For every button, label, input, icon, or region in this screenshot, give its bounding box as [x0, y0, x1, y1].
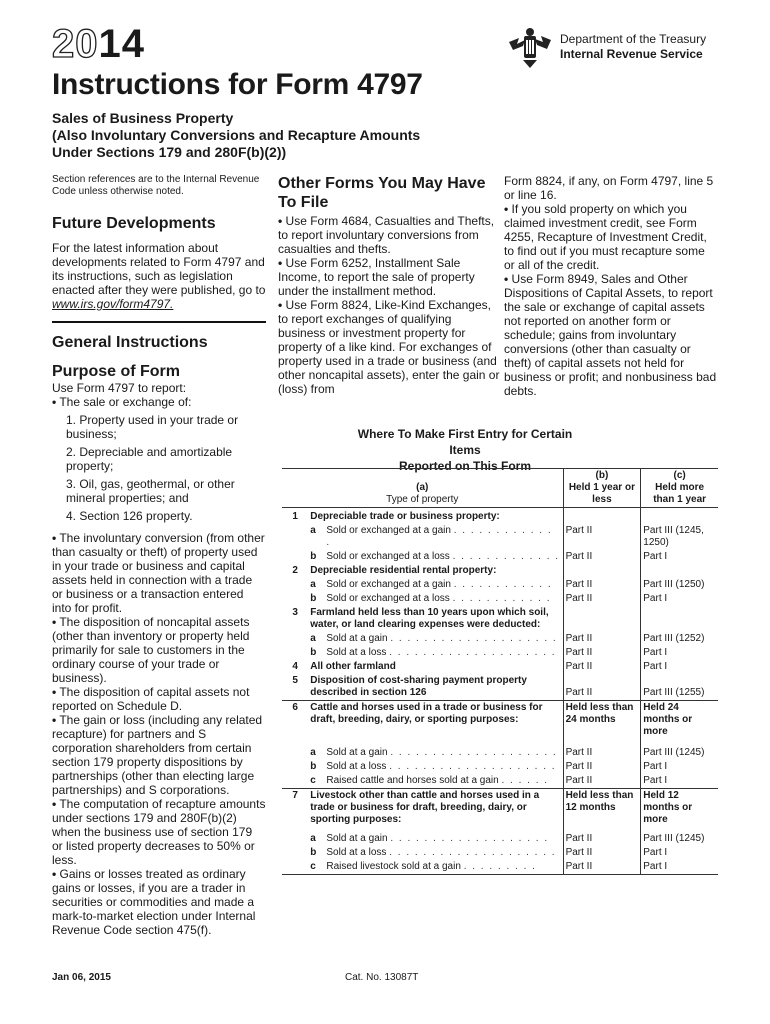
col-a-header: (a) Type of property: [282, 469, 563, 508]
table-row: c Raised cattle and horses sold at a gain . . . . . . Part II Part I: [282, 774, 718, 789]
bullet-item: • The involuntary conversion (from other than casualty or theft) of property used in your trade or business and capital assets held in connection with a trade or business or a transaction entered into for profit.: [52, 531, 265, 615]
table-row: c Raised livestock sold at a gain . . . . . . . . . Part II Part I: [282, 860, 718, 875]
bullet-item: • Use Form 8824, Like-Kind Exchanges, to report exchanges of qualifying business or investment property for property of a like kind. For exchanges of property used in a trade or business (and other noncapital assets), enter the gain or (loss) from: [278, 298, 500, 396]
table-row: b Sold at a loss . . . . . . . . . . . . . . . . . . . . Part II Part I: [282, 646, 718, 660]
bullet-item: • If you sold property on which you claimed investment credit, see Form 4255, Recapture of Investment Credit, to find out if you must recapture some or all of the credit.: [504, 202, 707, 272]
table-row: b Sold at a loss . . . . . . . . . . . . . . . . . . . . Part II Part I: [282, 760, 718, 774]
table-row: 3 Farmland held less than 10 years upon which soil, water, or land clearing expenses were deducted:: [282, 606, 718, 632]
table-row: a Sold or exchanged at a gain . . . . . . . . . . . . . Part II Part III (1245, 1250): [282, 524, 718, 550]
table-row: 6 Cattle and horses used in a trade or business for draft, breeding, dairy, or sporting purposes: Held less than 24 months Held 24 months or more: [282, 701, 718, 740]
list-item: 1. Property used in your trade or business;: [66, 413, 239, 441]
page-title: Instructions for Form 4797: [52, 68, 423, 101]
bullet-item: • The gain or loss (including any related recapture) for partners and S corporation shareholders from certain section 179 property dispositions by partnerships (other than electing large partnerships) and S corporations.: [52, 713, 263, 797]
table-row: 1 Depreciable trade or business property:: [282, 508, 718, 525]
list-item: 3. Oil, gas, geothermal, or other mineral properties; and: [66, 477, 235, 505]
list-item: 4. Section 126 property.: [66, 509, 193, 523]
footer-date: Jan 06, 2015: [52, 972, 111, 983]
table-row: a Sold at a gain . . . . . . . . . . . . . . . . . . . . Part II Part III (1252): [282, 632, 718, 646]
table-row: b Sold at a loss . . . . . . . . . . . . . . . . . . . . Part II Part I: [282, 846, 718, 860]
irs-eagle-logo-icon: [505, 22, 555, 72]
table-row: a Sold at a gain . . . . . . . . . . . . . . . . . . . Part II Part III (1245): [282, 827, 718, 846]
heading-future-developments: Future Developments: [52, 215, 216, 232]
column-left: [52, 174, 266, 937]
bullet-item: • Use Form 8949, Sales and Other Dispositions of Capital Assets, to report the sale or exchange of capital assets not reported on another form or schedule; gains from involuntary conversions (other than casualty or theft) of capital assets not held for business or profit; and nonbusiness bad debts.: [504, 272, 717, 398]
future-text: For the latest information about developments related to Form 4797 and its instructions, such as legislation enacted after they were published, go to www.irs.gov/form4797.: [52, 241, 266, 311]
table-row: 5 Disposition of cost-sharing payment property described in section 126 Part II Part III (1255): [282, 674, 718, 701]
col-b-header: (b) Held 1 year or less: [563, 469, 641, 508]
col-c-header: (c) Held more than 1 year: [641, 469, 718, 508]
table-title: Where To Make First Entry for Certain Items Reported on This Form: [357, 427, 573, 473]
column-middle: [278, 174, 500, 396]
table-header-row: [282, 469, 718, 508]
irs-form-link[interactable]: www.irs.gov/form4797.: [52, 297, 174, 311]
table-row: b Sold or exchanged at a loss . . . . . . . . . . . . . Part II Part I: [282, 550, 718, 564]
divider: [52, 321, 266, 323]
heading-other-forms: Other Forms You May Have To File: [278, 175, 486, 211]
bullet-item: • Use Form 4684, Casualties and Thefts, to report involuntary conversions from casualties and thefts.: [278, 214, 495, 256]
table-row: 2 Depreciable residential rental property:: [282, 564, 718, 578]
table-row: b Sold or exchanged at a loss . . . . . . . . . . . . Part II Part I: [282, 592, 718, 606]
page-subtitle: Sales of Business Property (Also Involuntary Conversions and Recapture Amounts Under Sections 179 and 280F(b)(2)): [52, 110, 421, 160]
continued-text: Form 8824, if any, on Form 4797, line 5 or line 16.: [504, 174, 714, 202]
column-right: [504, 174, 718, 398]
form-year: 2014: [52, 22, 145, 66]
footer-catalog-number: Cat. No. 13087T: [345, 972, 419, 983]
heading-general-instructions: General Instructions: [52, 334, 208, 351]
bullet-item: • The computation of recapture amounts under sections 179 and 280F(b)(2) when the business use of section 179 or listed property decreases to 50% or less.: [52, 797, 266, 867]
bullet-item: • Use Form 6252, Installment Sale Income, to report the sale of property under the installment method.: [278, 256, 475, 298]
table-row: 7 Livestock other than cattle and horses used in a trade or business for draft, breeding, dairy, or sporting purposes: Held less than 12 months Held 12 months or more: [282, 789, 718, 828]
bullet-item: • The disposition of capital assets not reported on Schedule D.: [52, 685, 250, 713]
table-row: 4 All other farmland Part II Part I: [282, 660, 718, 674]
bullet-item: • Gains or losses treated as ordinary gains or losses, if you are a trader in securities or commodities and made a mark-to-market election under Internal Revenue Code section 475(f).: [52, 867, 256, 937]
section-note: Section references are to the Internal Revenue Code unless otherwise noted.: [52, 174, 260, 197]
bullet-item: • The disposition of noncapital assets (other than inventory or property held primarily for sale to customers in the ordinary course of your trade or business).: [52, 615, 250, 685]
heading-purpose: Purpose of Form: [52, 363, 181, 380]
table-row: a Sold at a gain . . . . . . . . . . . . . . . . . . . . Part II Part III (1245): [282, 739, 718, 760]
entry-table: [282, 468, 718, 875]
table-row: a Sold or exchanged at a gain . . . . . . . . . . . . Part II Part III (1250): [282, 578, 718, 592]
agency-name: Department of the Treasury Internal Revenue Service: [560, 32, 707, 61]
use-form-text: Use Form 4797 to report:: [52, 381, 187, 395]
list-item: 2. Depreciable and amortizable property;: [66, 445, 233, 473]
bullet-item: • The sale or exchange of:: [52, 395, 192, 409]
